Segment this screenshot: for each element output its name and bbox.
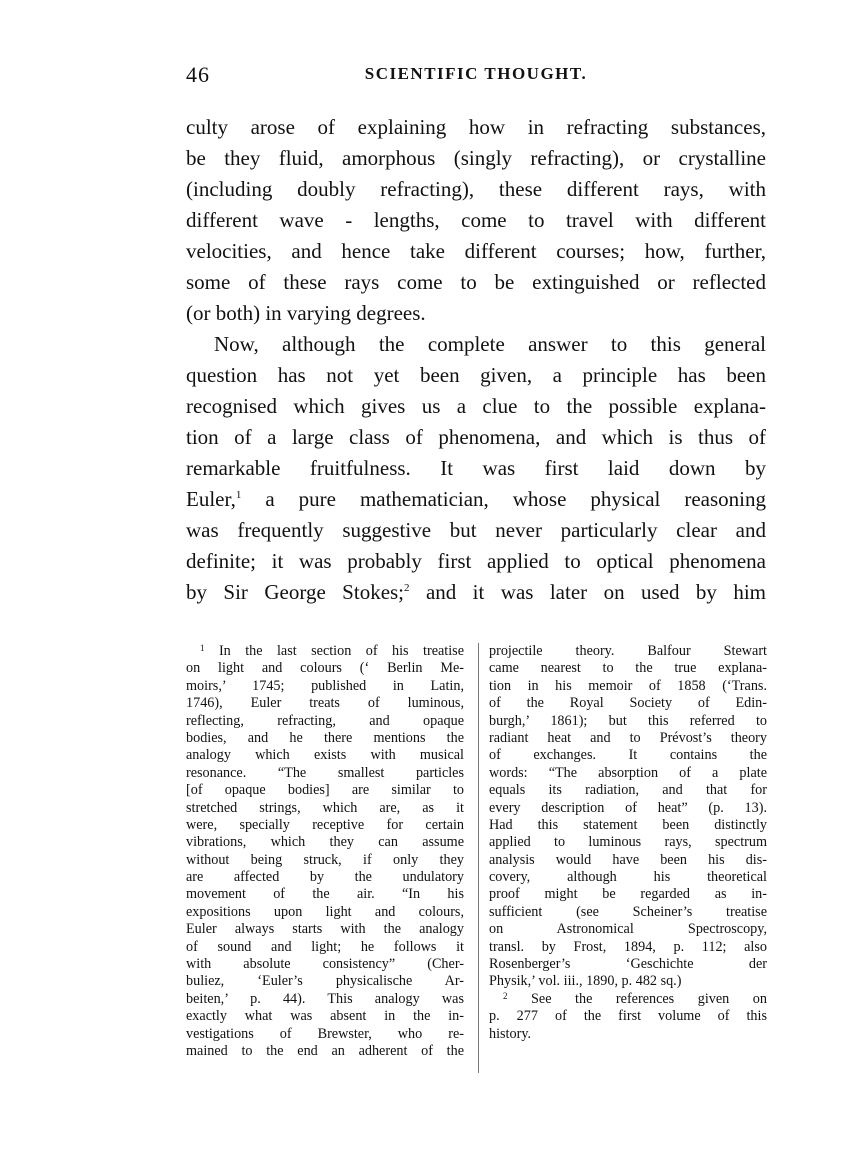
body-line: tion of a large class of phenomena, and which is thus of bbox=[186, 425, 766, 449]
footnote-line: Physik,’ vol. iii., 1890, p. 482 sq.) bbox=[489, 973, 682, 990]
footnote-marker: 1 bbox=[200, 643, 205, 653]
footnote-line: moirs,’ 1745; published in Latin, bbox=[186, 677, 464, 694]
body-line: some of these rays come to be extinguished or reflected bbox=[186, 270, 766, 294]
body-line: was frequently suggestive but never particularly clear and bbox=[186, 518, 766, 542]
footnote-line: history. bbox=[489, 1025, 532, 1042]
footnote-line: with absolute consistency” (Cher- bbox=[186, 956, 464, 973]
page-number: 46 bbox=[186, 62, 210, 87]
footnote-line: mained to the end an adherent of the bbox=[186, 1042, 464, 1059]
body-line: by Sir George Stokes;$^2$ and it was later on used by him bbox=[186, 580, 766, 604]
footnote-line: Euler always starts with the analogy bbox=[186, 921, 464, 938]
footnote-line: reflecting, refracting, and opaque bbox=[186, 712, 464, 729]
body-line: Now, although the complete answer to this general bbox=[214, 332, 766, 356]
footnote-line: on Astronomical Spectroscopy, bbox=[489, 921, 767, 938]
footnote-line: applied to luminous rays, spectrum bbox=[489, 834, 767, 851]
body-line: culty arose of explaining how in refracting substances, bbox=[186, 115, 766, 139]
footnote-line: without being struck, if only they bbox=[186, 851, 464, 868]
body-line: Euler,$^1$ a pure mathematician, whose physical reasoning bbox=[186, 487, 766, 511]
body-line: be they fluid, amorphous (singly refracting), or crystalline bbox=[186, 146, 766, 170]
footnote-line: bodies, and he there mentions the bbox=[186, 729, 464, 746]
footnote-marker: 2 bbox=[404, 582, 410, 594]
footnote-line: Had this statement been distinctly bbox=[489, 816, 767, 833]
footnote-line: came nearest to the true explana- bbox=[489, 660, 767, 677]
footnote-line: beiten,’ p. 44). This analogy was bbox=[186, 990, 464, 1007]
footnote-line: of sound and light; he follows it bbox=[186, 938, 464, 955]
footnote-line: burgh,’ 1861); but this referred to bbox=[489, 712, 767, 729]
footnote-line: stretched strings, which are, as it bbox=[186, 799, 464, 816]
footnote-line: vibrations, which they can assume bbox=[186, 834, 464, 851]
page-header bbox=[186, 62, 766, 92]
footnote-line: words: “The absorption of a plate bbox=[489, 764, 767, 781]
footnote-line: of the Royal Society of Edin- bbox=[489, 695, 767, 712]
body-line: remarkable fruitfulness. It was first laid down by bbox=[186, 456, 766, 480]
footnote-line: every description of heat” (p. 13). bbox=[489, 799, 767, 816]
body-line: recognised which gives us a clue to the possible explana- bbox=[186, 394, 766, 418]
footnote-line: [of opaque bodies] are similar to bbox=[186, 782, 464, 799]
body-line: (including doubly refracting), these different rays, with bbox=[186, 177, 766, 201]
footnote-line: movement of the air. “In his bbox=[186, 886, 464, 903]
footnote-line: are affected by the undulatory bbox=[186, 869, 464, 886]
footnote-line: on light and colours (‘ Berlin Me- bbox=[186, 660, 464, 677]
footnote-line: transl. by Frost, 1894, p. 112; also bbox=[489, 938, 767, 955]
footnote-line: projectile theory. Balfour Stewart bbox=[489, 643, 767, 659]
footnote-line: 1746), Euler treats of luminous, bbox=[186, 695, 464, 712]
running-title: SCIENTIFIC THOUGHT. bbox=[364, 64, 588, 83]
footnote-line: vestigations of Brewster, who re- bbox=[186, 1025, 464, 1042]
footnote-line: $^2$ See the references given on bbox=[503, 990, 767, 1007]
footnote-line: proof might be regarded as in- bbox=[489, 886, 767, 903]
footnote-marker: 1 bbox=[235, 489, 242, 501]
footnote-marker: 2 bbox=[503, 990, 508, 1001]
footnote-line: Rosenberger’s ‘Geschichte der bbox=[489, 956, 767, 973]
body-line: velocities, and hence take different courses; how, further, bbox=[186, 239, 766, 263]
footnote-line: buliez, ‘Euler’s physicalische Ar- bbox=[186, 973, 464, 990]
footnote-line: expositions upon light and colours, bbox=[186, 903, 464, 920]
footnote-line: exactly what was absent in the in- bbox=[186, 1008, 464, 1025]
footnote-line: analysis would have been his dis- bbox=[489, 851, 767, 868]
footnote-line: covery, although his theoretical bbox=[489, 869, 767, 886]
column-divider bbox=[478, 643, 479, 1073]
footnote-line: equals its radiation, and that for bbox=[489, 782, 767, 799]
footnote-line: sufficient (see Scheiner’s treatise bbox=[489, 903, 767, 920]
body-line: different wave - lengths, come to travel with different bbox=[186, 208, 766, 232]
footnote-line: resonance. “The smallest particles bbox=[186, 764, 464, 781]
footnotes-right-column bbox=[489, 643, 767, 1043]
footnote-line: p. 277 of the first volume of this bbox=[489, 1008, 767, 1025]
footnote-line: analogy which exists with musical bbox=[186, 747, 464, 764]
footnote-line: were, specially receptive for certain bbox=[186, 816, 464, 833]
footnotes-left-column bbox=[186, 643, 464, 1060]
body-line: definite; it was probably first applied to optical phenomena bbox=[186, 549, 766, 573]
body-line: question has not yet been given, a principle has been bbox=[186, 363, 766, 387]
body-text bbox=[186, 112, 766, 608]
footnote-line: of exchanges. It contains the bbox=[489, 747, 767, 764]
footnote-line: $^1$ In the last section of his treatise bbox=[200, 643, 464, 659]
footnote-line: tion in his memoir of 1858 (‘Trans. bbox=[489, 677, 767, 694]
body-line: (or both) in varying degrees. bbox=[186, 301, 426, 325]
footnote-line: radiant heat and to Prévost’s theory bbox=[489, 729, 767, 746]
